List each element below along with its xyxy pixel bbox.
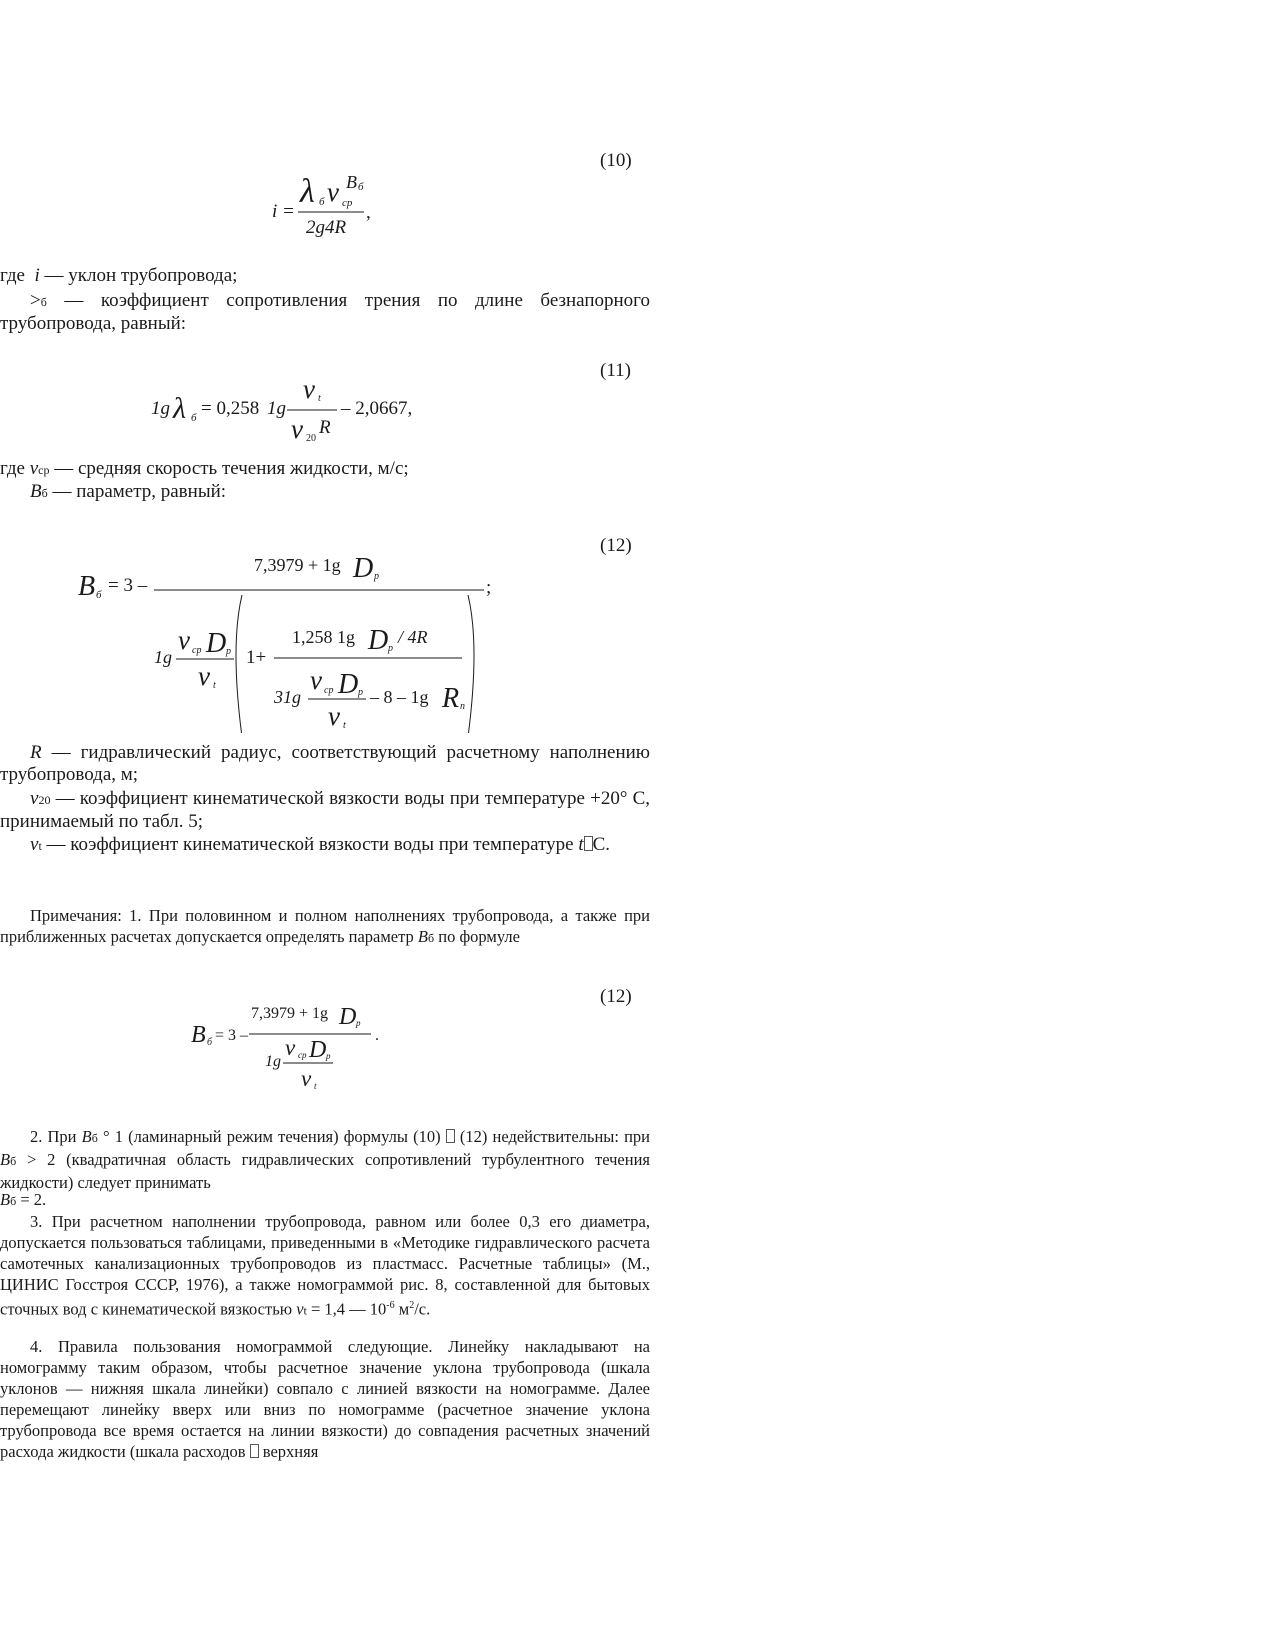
formula-text: t (343, 720, 346, 731)
formula-text: = 3 – (215, 1027, 249, 1044)
formula-text: б (96, 589, 102, 601)
formula-text: р (226, 646, 231, 657)
formula-11 (145, 378, 425, 448)
formula-text: v (178, 625, 190, 655)
formula-text: v (303, 378, 315, 404)
formula-text: D (368, 625, 389, 656)
formula-text: B (346, 172, 357, 192)
formula-text: , (366, 202, 371, 223)
formula-text: р (388, 643, 393, 654)
formula-text: λ (173, 392, 186, 425)
formula-text: 2g4R (306, 217, 347, 238)
formula-text: ср (298, 1050, 307, 1060)
formula-text: 1g (267, 398, 286, 419)
paragraph: vt — коэффициент кинематической вязкости воды при температуре t С. (30, 834, 611, 855)
formula-text: v (327, 177, 339, 207)
formula-text: ср (342, 197, 353, 209)
formula-text: D (206, 628, 227, 659)
missing-glyph (446, 1129, 455, 1143)
formula-text: v (198, 661, 210, 691)
formula-text: 7,3979 + 1g (251, 1005, 329, 1022)
formula-text: р (358, 687, 363, 698)
paragraph: v20 — коэффициент кинематической вязкости воды при температуре +20° С, принимаемый по табл. 5; (0, 788, 650, 832)
equation-number: (12) (600, 535, 632, 556)
formula-text: = 0,258 (201, 398, 260, 419)
formula-text: б (358, 181, 364, 193)
formula-text: – 8 – 1g (370, 687, 429, 707)
formula-text: D (353, 553, 374, 584)
note-paragraph: 3. При расчетном наполнении трубопровода, равном или более 0,3 его диаметра, допускается пользоваться таблицами, приведенными в «Методике гидравлического расчета самотечных канализационных трубопроводов из пластмасс. Расчетные таблицы» (М., ЦИНИС Госстроя СССР, 1976), а также номограммой рис. 8, составленной для бытовых сточных вод с кинематической вязкостью vt = 1,4 — $10^{-6}$ $м^2/с$. (0, 1212, 650, 1319)
paragraph: R — гидравлический радиус, соответствующий расчетному наполнению трубопровода, м; (0, 742, 650, 785)
formula-text: B (191, 1022, 206, 1048)
equation-number: (10) (600, 150, 632, 171)
formula-text: 1g (151, 398, 170, 419)
formula-text: б (207, 1037, 213, 1048)
formula-text: v (285, 1035, 296, 1060)
formula-text: t (314, 1081, 317, 1090)
formula-text: ср (192, 645, 202, 656)
formula-text: р (356, 1018, 361, 1028)
note-paragraph: 2. При Bб ° 1 (ламинарный режим течения) формулы (10) (12) недействительны: при Bб > 2 (квадратичная область гидравлических сопротивлений турбулентного течения жидкости) следует принимать (0, 1127, 650, 1192)
formula-text: 20 (306, 433, 316, 444)
formula-text: 31g (274, 687, 301, 707)
formula-text: v (328, 701, 340, 731)
formula-text: D (309, 1037, 327, 1063)
missing-glyph (250, 1444, 259, 1458)
left-paren (236, 595, 242, 733)
equation-number: (12) (600, 986, 632, 1007)
text-line: где vср — средняя скорость течения жидкости, м/с; (0, 458, 409, 479)
formula-text: t (318, 393, 321, 404)
formula-text: D (338, 669, 359, 700)
formula-text: 7,3979 + 1g (254, 555, 341, 575)
note-paragraph: 4. Правила пользования номограммой следующие. Линейку накладывают на номограмму таким образом, чтобы расчетное значение уклона трубопровода (шкала уклонов — нижняя шкала линейки) совпало с линией вязкости на номограмме. Далее перемещают линейку вверх или вниз по номограмме (расчетное значение уклона трубопровода все время остается на линии вязкости) до совпадения расчетных значений расхода жидкости (шкала расходов верхняя (0, 1337, 650, 1461)
equation-number: (11) (600, 360, 631, 381)
text-line: Bб — параметр, равный: (30, 481, 227, 502)
formula-text: i = (272, 201, 295, 222)
missing-glyph (584, 836, 593, 851)
formula-text: ; (486, 577, 492, 598)
formula-text: б (319, 196, 325, 208)
formula-12 (70, 553, 510, 733)
formula-text: . (375, 1027, 379, 1044)
formula-text: R (442, 683, 460, 714)
formula-text: п (460, 701, 465, 712)
formula-text: 1,258 1g (292, 627, 355, 647)
formula-text: v (310, 665, 322, 695)
paragraph: >б — коэффициент сопротивления трения по длине безнапорного трубопровода, равный: (0, 290, 650, 334)
formula-text: р (374, 571, 379, 582)
formula-text: t (213, 680, 216, 691)
formula-text: б (191, 412, 197, 424)
formula-text: 1g (154, 647, 172, 667)
formula-text: v (301, 1066, 312, 1090)
text-line: где i — уклон трубопровода; (0, 265, 238, 286)
right-paren (468, 595, 474, 733)
formula-text: D (339, 1004, 357, 1030)
text-line: Bб = 2. (0, 1190, 47, 1209)
formula-text: = 3 – (108, 575, 148, 596)
formula-12-simplified (185, 1000, 395, 1090)
formula-text: 1g (265, 1053, 281, 1070)
formula-text: B (78, 571, 96, 602)
formula-10 (260, 168, 390, 248)
note-paragraph: Примечания: 1. При половинном и полном наполнениях трубопровода, а также при приближенных расчетах допускается определять параметр Bб по формуле (0, 906, 650, 946)
formula-text: р (326, 1051, 331, 1061)
formula-text: R (319, 417, 331, 438)
formula-text: λ (300, 173, 315, 210)
formula-text: – 2,0667, (341, 398, 413, 419)
formula-text: 1+ (246, 647, 267, 668)
formula-text: ср (324, 685, 334, 696)
formula-text: / 4R (398, 627, 428, 647)
formula-text: v (291, 414, 303, 444)
